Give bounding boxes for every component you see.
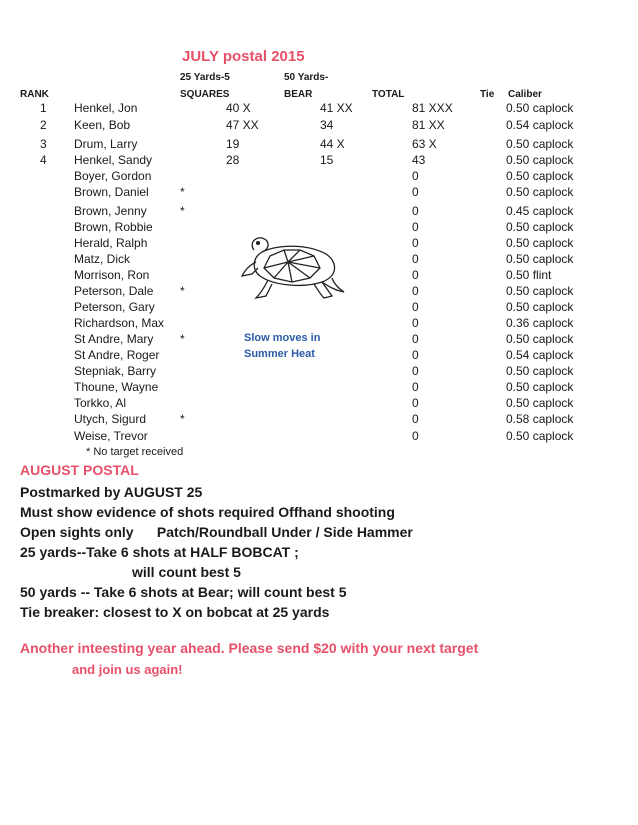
table-row <box>0 101 638 117</box>
total-score: 0 <box>412 220 419 234</box>
name: Brown, Jenny <box>74 204 147 218</box>
caliber: 0.50 caplock <box>506 101 574 115</box>
rule-50-yards: 50 yards -- Take 6 shots at Bear; will count best 5 <box>20 584 347 600</box>
table-row <box>0 396 638 412</box>
score-25-yards: 40 X <box>226 101 251 115</box>
score-50-yards: 15 <box>320 153 334 167</box>
name: Thoune, Wayne <box>74 380 159 394</box>
caliber: 0.50 caplock <box>506 364 574 378</box>
score-25-yards: 28 <box>226 153 240 167</box>
caliber: 0.54 caplock <box>506 118 574 132</box>
table-row <box>0 204 638 220</box>
header-50-yards-line2: BEAR <box>284 89 313 100</box>
rule-sights: Open sights only Patch/Roundball Under / Side Hammer <box>20 524 413 540</box>
header-50-yards-line1: 50 Yards- <box>284 72 329 83</box>
table-row <box>0 364 638 380</box>
total-score: 0 <box>412 396 419 410</box>
total-score: 0 <box>412 252 419 266</box>
header-total: TOTAL <box>372 89 405 100</box>
rule-25-yards: 25 yards--Take 6 shots at HALF BOBCAT ; <box>20 544 299 560</box>
no-target-mark: * <box>180 284 185 298</box>
total-score: 0 <box>412 316 419 330</box>
name: Brown, Robbie <box>74 220 153 234</box>
rank: 4 <box>40 153 47 167</box>
name: Peterson, Gary <box>74 300 155 314</box>
rule-postmark: Postmarked by AUGUST 25 <box>20 484 203 500</box>
caliber: 0.50 flint <box>506 268 552 282</box>
name: Keen, Bob <box>74 118 131 132</box>
caliber: 0.50 caplock <box>506 220 574 234</box>
caliber: 0.50 caplock <box>506 169 574 183</box>
name: Henkel, Jon <box>74 101 138 115</box>
rule-25-yards-count: will count best 5 <box>132 564 241 580</box>
table-row <box>0 380 638 396</box>
caliber: 0.50 caplock <box>506 284 574 298</box>
total-score: 0 <box>412 429 419 443</box>
caliber: 0.50 caplock <box>506 380 574 394</box>
total-score: 0 <box>412 412 419 426</box>
caliber: 0.50 caplock <box>506 332 574 346</box>
name: Stepniak, Barry <box>74 364 157 378</box>
rank: 2 <box>40 118 47 132</box>
caliber: 0.50 caplock <box>506 236 574 250</box>
no-target-mark: * <box>180 332 185 346</box>
turtle-icon <box>234 232 352 309</box>
caliber: 0.50 caplock <box>506 137 574 151</box>
footnote: * No target received <box>86 446 184 458</box>
total-score: 0 <box>412 236 419 250</box>
total-score: 0 <box>412 348 419 362</box>
name: Brown, Daniel <box>74 185 149 199</box>
name: Drum, Larry <box>74 137 138 151</box>
rule-evidence: Must show evidence of shots required Offhand shooting <box>20 504 395 520</box>
header-tie: Tie <box>480 89 495 100</box>
total-score: 0 <box>412 332 419 346</box>
table-row <box>0 153 638 169</box>
score-50-yards: 41 XX <box>320 101 353 115</box>
name: Morrison, Ron <box>74 268 150 282</box>
name: Peterson, Dale <box>74 284 154 298</box>
table-row <box>0 429 638 445</box>
page-title: JULY postal 2015 <box>182 48 305 65</box>
caliber: 0.50 caplock <box>506 153 574 167</box>
total-score: 0 <box>412 185 419 199</box>
name: Weise, Trevor <box>74 429 148 443</box>
total-score: 0 <box>412 364 419 378</box>
table-row <box>0 137 638 153</box>
total-score: 0 <box>412 268 419 282</box>
total-score: 81 XXX <box>412 101 453 115</box>
name: St Andre, Roger <box>74 348 160 362</box>
name: Torkko, Al <box>74 396 127 410</box>
header-caliber: Caliber <box>508 89 542 100</box>
closing-line-1: Another inteesting year ahead. Please send $20 with your next target <box>20 640 479 656</box>
no-target-mark: * <box>180 185 185 199</box>
header-25-yards-line1: 25 Yards-5 <box>180 72 230 83</box>
total-score: 0 <box>412 204 419 218</box>
total-score: 63 X <box>412 137 437 151</box>
no-target-mark: * <box>180 412 185 426</box>
name: Richardson, Max <box>74 316 165 330</box>
no-target-mark: * <box>180 204 185 218</box>
table-row <box>0 185 638 201</box>
rank: 3 <box>40 137 47 151</box>
score-25-yards: 47 XX <box>226 118 259 132</box>
total-score: 43 <box>412 153 426 167</box>
rule-tie-breaker: Tie breaker: closest to X on bobcat at 25 yards <box>20 604 330 620</box>
total-score: 81 XX <box>412 118 445 132</box>
total-score: 0 <box>412 169 419 183</box>
caliber: 0.50 caplock <box>506 396 574 410</box>
header-rank: RANK <box>20 89 49 100</box>
caliber: 0.50 caplock <box>506 185 574 199</box>
table-row <box>0 118 638 134</box>
score-50-yards: 44 X <box>320 137 345 151</box>
august-title: AUGUST POSTAL <box>20 462 139 478</box>
caliber: 0.54 caplock <box>506 348 574 362</box>
caliber: 0.50 caplock <box>506 252 574 266</box>
caliber: 0.45 caplock <box>506 204 574 218</box>
caliber: 0.50 caplock <box>506 429 574 443</box>
rank: 1 <box>40 101 47 115</box>
table-row <box>0 412 638 428</box>
caliber: 0.58 caplock <box>506 412 574 426</box>
header-25-yards-line2: SQUARES <box>180 89 230 100</box>
closing-line-2: and join us again! <box>72 662 183 677</box>
caliber: 0.50 caplock <box>506 300 574 314</box>
name: Boyer, Gordon <box>74 169 152 183</box>
score-50-yards: 34 <box>320 118 334 132</box>
caliber: 0.36 caplock <box>506 316 574 330</box>
total-score: 0 <box>412 380 419 394</box>
name: Utych, Sigurd <box>74 412 147 426</box>
name: Henkel, Sandy <box>74 153 153 167</box>
name: St Andre, Mary <box>74 332 154 346</box>
total-score: 0 <box>412 300 419 314</box>
name: Matz, Dick <box>74 252 131 266</box>
total-score: 0 <box>412 284 419 298</box>
name: Herald, Ralph <box>74 236 148 250</box>
table-row <box>0 169 638 185</box>
turtle-caption: Slow moves in Summer Heat <box>244 332 321 360</box>
score-25-yards: 19 <box>226 137 240 151</box>
